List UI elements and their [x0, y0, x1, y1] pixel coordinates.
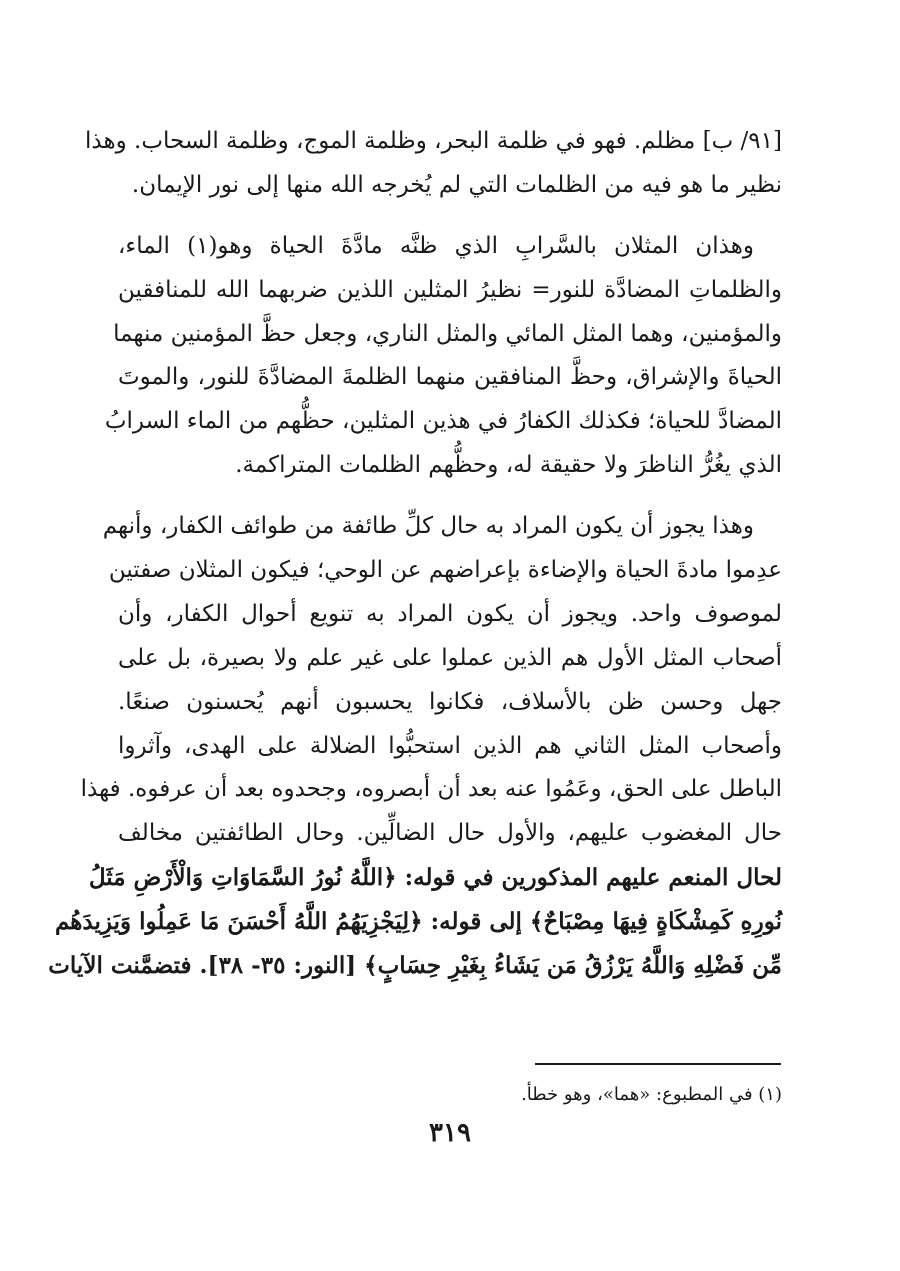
- footnote: (١) في المطبوع: «هما»، وهو خطأ.: [521, 1084, 782, 1105]
- text-line: والظلماتِ المضادَّة للنور= نظيرُ المثلين اللذين ضربهما الله للمنافقين: [118, 276, 782, 303]
- text-line: [٩١/ ب] مظلم. فهو في ظلمة البحر، وظلمة الموج، وظلمة السحاب. وهذا: [85, 128, 782, 154]
- text-line: وأصحاب المثل الثاني هم الذين استحبُّوا الضلالة على الهدى، وآثروا: [118, 732, 782, 759]
- page-number: ٣١٩: [429, 1118, 471, 1148]
- text-line: لموصوف واحد. ويجوز أن يكون المراد به تنويع أحوال الكفار، وأن: [118, 600, 782, 627]
- paragraph: [85, 120, 782, 208]
- text-line: حال المغضوب عليهم، والأول حال الضالِّين. وحال الطائفتين مخالف: [118, 820, 782, 847]
- text-line: الحياةَ والإشراق، وحظَّ المنافقين منهما الظلمةَ المضادَّةَ للنور، والموتَ: [118, 364, 782, 391]
- paragraph: [48, 505, 782, 988]
- body-text: [48, 120, 782, 988]
- text-line: المضادَّ للحياة؛ فكذلك الكفارُ في هذين المثلين، حظُّهم من الماء السرابُ: [104, 408, 782, 435]
- text-line: والمؤمنين، وهما المثل المائي والمثل الناري، وجعل حظَّ المؤمنين منهما: [113, 320, 782, 347]
- quran-verse-line: نُورِهِ كَمِشْكَاةٍ فِيهَا مِصْبَاحٌ﴾ إلى قوله: ﴿لِيَجْزِيَهُمُ اللَّهُ أَحْسَنَ مَا عَمِلُوا وَيَزِيدَهُم: [55, 908, 782, 936]
- text-line: نظير ما هو فيه من الظلمات التي لم يُخرجه الله منها إلى نور الإيمان.: [131, 171, 782, 198]
- text-line: وهذا يجوز أن يكون المراد به حال كلِّ طائفة من طوائف الكفار، وأنهم: [102, 513, 754, 540]
- quran-verse-line: مِّن فَضْلِهِ وَاللَّهُ يَرْزُقُ مَن يَشَاءُ بِغَيْرِ حِسَابٍ﴾ [النور: ٣٥- ٣٨]. فتضمَّنت الآيات: [48, 952, 782, 980]
- text-line: أصحاب المثل الأول هم الذين عملوا على غير علم ولا بصيرة، بل على: [118, 644, 782, 671]
- text-line: وهذان المثلان بالسَّرابِ الذي ظنَّه مادَّةَ الحياة وهو(١) الماء،: [118, 232, 754, 259]
- text-line: الذي يغُرُّ الناظرَ ولا حقيقة له، وحظُّهم الظلمات المتراكمة.: [235, 452, 782, 479]
- footnote-divider: [535, 1063, 781, 1065]
- paragraph: [104, 225, 782, 488]
- text-line: عدِموا مادةَ الحياة والإضاءة بإعراضهم عن الوحي؛ فيكون المثلان صفتين: [108, 557, 782, 584]
- text-line: الباطل على الحق، وعَمُوا عنه بعد أن أبصروه، وجحدوه بعد أن عرفوه. فهذا: [80, 776, 782, 803]
- text-line: جهل وحسن ظن بالأسلاف، فكانوا يحسبون أنهم يُحسنون صنعًا.: [118, 688, 782, 715]
- quran-verse-line: لحال المنعم عليهم المذكورين في قوله: ﴿اللَّهُ نُورُ السَّمَاوَاتِ وَالْأَرْضِ مَثَلُ: [88, 864, 782, 892]
